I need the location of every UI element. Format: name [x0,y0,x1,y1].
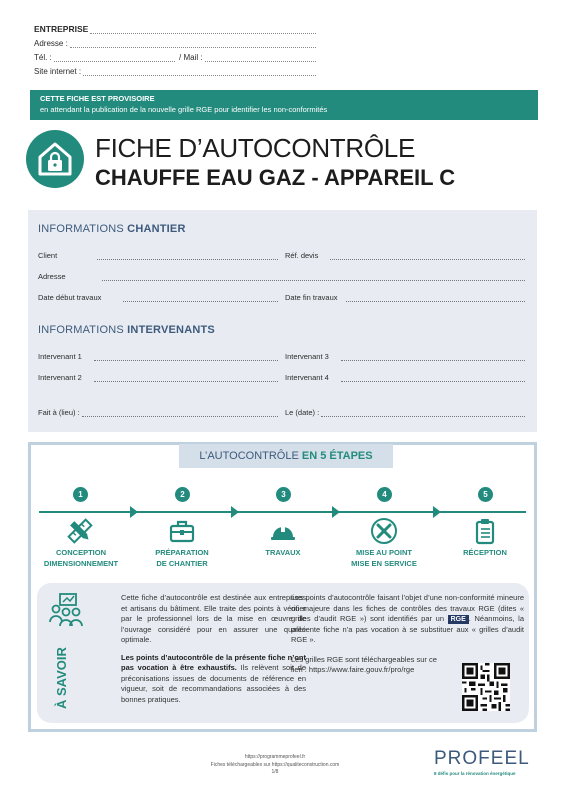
date-fin-line[interactable] [346,295,525,302]
step-4-number: 4 [377,487,392,502]
ref-devis-line[interactable] [330,253,525,260]
phone-label: Tél. : [34,53,52,62]
page-title: FICHE D’AUTOCONTRÔLE [95,133,415,163]
company-title: ENTREPRISE [34,24,89,34]
step-4-line1: MISE AU POINT [356,548,412,557]
a-savoir-title: À SAVOIR [54,647,69,709]
timeline-arrow-4 [433,506,441,518]
date-fin-label: Date fin travaux [285,293,338,302]
step-3-line1: TRAVAUX [265,548,301,557]
clipboard-check-icon [471,517,499,545]
page-subtitle: CHAUFFE EAU GAZ - APPAREIL C [95,165,456,190]
step-5-line1: RÉCEPTION [463,548,507,557]
provisional-banner [30,90,538,120]
company-title-row [34,24,316,34]
rge-badge: RGE [448,615,469,624]
timeline-arrow-2 [231,506,239,518]
timeline-line [39,511,526,513]
website-label: Site internet : [34,67,82,76]
intervenant-2-line[interactable] [94,375,278,382]
steps-tab-bold: EN 5 ÉTAPES [301,450,373,462]
chantier-address-label: Adresse [38,272,66,281]
wrench-screwdriver-icon [370,517,398,545]
timeline-arrow-3 [332,506,340,518]
chantier-heading-bold: CHANTIER [127,223,186,235]
le-date-line[interactable] [321,410,525,417]
step-5-number: 5 [478,487,493,502]
company-name-line[interactable] [90,26,316,34]
step-2-label [132,547,232,569]
step-4-label [334,547,434,569]
step-4-line2: MISE EN SERVICE [351,559,417,568]
step-2-number: 2 [175,487,190,502]
banner-title: CETTE FICHE EST PROVISOIRE [40,94,155,103]
savoir-col1-p2 [121,653,306,706]
toolbox-icon [168,517,196,545]
step-2-line1: PRÉPARATION [155,548,209,557]
date-fin-field[interactable] [285,293,525,302]
le-date-label: Le (date) : [285,408,320,417]
profeel-logo [434,748,534,776]
intervenant-4-field[interactable] [285,373,525,382]
banner-subtitle: en attendant la publication de la nouvelle grille RGE pour identifier les non-conformités [40,105,328,114]
intervenants-heading-bold: INTERVENANTS [127,324,215,336]
step-3-label [233,547,333,558]
address-label: Adresse : [34,39,68,48]
ref-devis-label: Réf. devis [285,251,319,260]
step-2-line2: DE CHANTIER [156,559,208,568]
fait-a-field[interactable] [38,408,278,417]
company-block [34,24,316,76]
client-field[interactable] [38,251,278,260]
intervenant-3-label: Intervenant 3 [285,352,329,361]
intervenant-1-label: Intervenant 1 [38,352,82,361]
chantier-address-field[interactable] [38,272,525,281]
hard-hat-icon [269,517,297,545]
date-debut-field[interactable] [38,293,278,302]
step-5-label [435,547,535,558]
chantier-heading-light: INFORMATIONS [38,223,128,235]
page-number: 1/8 [271,769,279,775]
address-row [34,39,316,48]
timeline-arrow-1 [130,506,138,518]
footer-link-downloads[interactable]: Fiches téléchargeables sur https://qualiteconstruction.com [210,761,340,768]
team-presentation-icon [48,592,84,628]
date-debut-line[interactable] [123,295,278,302]
savoir-col2-p1 [291,593,524,646]
intervenant-1-line[interactable] [94,354,278,361]
savoir-col1-p1: Cette fiche d’autocontrôle est destinée aux entreprises et artisans du bâtiment. Elle traite des points à vérifier par le professionnel lors de la mise en œuvre de l’ouvrage considéré pour en assurer une qualité optimale. [121,593,306,644]
info-panel [28,210,537,432]
profeel-tagline: 8 défis pour la rénovation énergétique [434,771,516,776]
intervenant-1-field[interactable] [38,352,278,361]
intervenant-2-label: Intervenant 2 [38,373,82,382]
phone-line[interactable] [54,54,175,62]
savoir-col2-p1-b: . Néanmoins, la présente fiche n’a pas vocation à se substituer aux « grilles d’audit RGE ». [291,614,524,644]
qr-code-icon[interactable] [462,663,510,711]
ref-devis-field[interactable] [285,251,525,260]
steps-panel [28,442,537,732]
mail-field [175,53,316,62]
footer-link-profeel[interactable]: https://programmeprofeel.fr [244,754,306,760]
savoir-col1-p2-bold: Les points d’autocontrôle de la présente fiche n’ont pas vocation à être exhaustifs. [121,652,306,672]
step-3-number: 3 [276,487,291,502]
le-date-field[interactable] [285,408,525,417]
savoir-col2-p2[interactable]: Les grilles RGE sont téléchargeables sur ce lien : https://www.faire.gouv.fr/pro/rge [291,654,437,674]
step-1-line1: CONCEPTION [55,548,106,557]
pencil-ruler-icon [66,517,94,545]
steps-tab [179,444,393,468]
client-label: Client [38,251,58,260]
website-line[interactable] [83,68,316,76]
intervenants-heading-light: INFORMATIONS [38,324,128,336]
savoir-column-1 [121,593,306,705]
fait-a-line[interactable] [82,410,278,417]
website-row [34,67,316,76]
intervenant-3-line[interactable] [341,354,525,361]
intervenant-4-label: Intervenant 4 [285,373,329,382]
intervenant-2-field[interactable] [38,373,278,382]
footer [150,754,400,777]
chantier-heading [38,223,186,235]
mail-label: / Mail : [179,53,203,62]
mail-line[interactable] [205,54,316,62]
address-line[interactable] [70,40,316,48]
step-1-label [31,547,131,569]
intervenant-3-field[interactable] [285,352,525,361]
intervenants-heading [38,324,215,336]
phone-field [34,53,175,62]
savoir-col1-p2-rest: Ils relèvent soit de préconisations issues de documents de référence en vigueur, soit de recommandations associées à des bonnes pratiques. [121,663,306,704]
fait-a-label: Fait à (lieu) : [38,408,80,417]
savoir-col2-p1-a: Les points d’autocontrôle faisant l’objet d’une non-conformité mineure ou majeure dans les fiches de contrôles des travaux RGE (dites « grilles d’audit RGE ») sont identifiés par un [291,593,524,623]
lock-house-icon [26,130,84,188]
phone-mail-row [34,53,316,62]
client-line[interactable] [97,253,278,260]
step-1-line2: DIMENSIONNEMENT [43,559,119,568]
date-debut-label: Date début travaux [38,293,102,302]
step-1-number: 1 [73,487,88,502]
a-savoir-box [37,583,529,723]
intervenant-4-line[interactable] [341,375,525,382]
steps-tab-light: L’AUTOCONTRÔLE [199,450,302,462]
chantier-address-line[interactable] [102,274,525,281]
profeel-name: PROFEEL [434,748,530,769]
